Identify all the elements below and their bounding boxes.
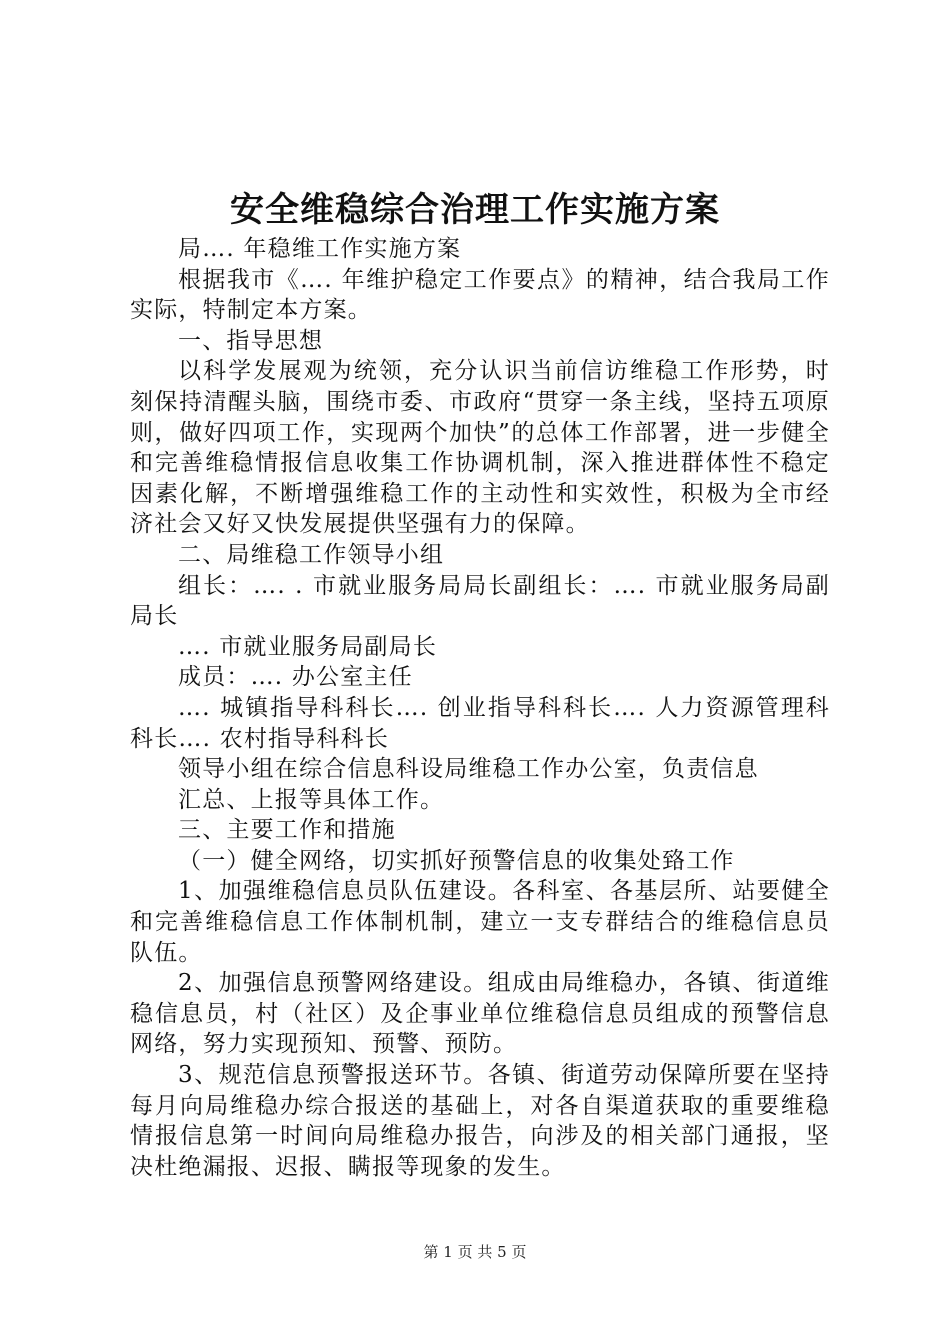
paragraph-office-setup: 领导小组在综合信息科设局维稳工作办公室，负责信息 <box>178 756 759 783</box>
paragraph-item-3: 3、规范信息预警报送环节。各镇、街道劳动保障所要在坚持每月向局维稳办综合报送的基础上，对各自渠道获取的重要维稳情报信息第一时间向局维稳办报告，向涉及的相关部门通报，坚决杜绝漏报、迟报、瞒报等现象的发生。 <box>130 1062 830 1180</box>
paragraph-members: 成员：…. 办公室主任 <box>178 664 413 691</box>
paragraph-member-list: …. 城镇指导科科长…. 创业指导科科长…. 人力资源管理科科长…. 农村指导科科长 <box>130 694 830 752</box>
paragraph-intro: 根据我市《…. 年维护稳定工作要点》的精神，结合我局工作实际，特制定本方案。 <box>130 266 830 324</box>
section-heading-main-work: 三、主要工作和措施 <box>178 817 396 844</box>
paragraph-item-2: 2、加强信息预警网络建设。组成由局维稳办，各镇、街道维稳信息员，村（社区）及企事业单位维稳信息员组成的预警信息网络，努力实现预知、预警、预防。 <box>130 970 830 1058</box>
section-heading-leadership-group: 二、局维稳工作领导小组 <box>178 541 445 568</box>
paragraph-item-1: 1、加强维稳信息员队伍建设。各科室、各基层所、站要健全和完善维稳信息工作体制机制，建立一支专群结合的维稳信息员队伍。 <box>130 878 830 966</box>
section-heading-guiding-thought: 一、指导思想 <box>178 327 324 354</box>
document-title: 安全维稳综合治理工作实施方案 <box>230 190 720 230</box>
paragraph-guiding-thought: 以科学发展观为统领，充分认识当前信访维稳工作形势，时刻保持清醒头脑，围绕市委、市政府“贯穿一条主线，坚持五项原则，做好四项工作，实现两个加快”的总体工作部署，进一步健全和完善维稳情报信息收集工作协调机制，深入推进群体性不稳定因素化解，不断增强维稳工作的主动性和实效性，积极为全市经济社会又好又快发展提供坚强有力的保障。 <box>130 358 830 538</box>
page-footer: 第 1 页 共 5 页 <box>423 1243 527 1261</box>
document-body <box>130 234 830 1182</box>
paragraph-group-leader: 组长：…. . 市就业服务局局长副组长：…. 市就业服务局副局长 <box>130 572 830 630</box>
subsection-heading-network: （一）健全网络，切实抓好预警信息的收集处臵工作 <box>178 847 735 874</box>
paragraph-plan-name: 局…. 年稳维工作实施方案 <box>178 236 462 262</box>
paragraph-deputy-leader: …. 市就业服务局副局长 <box>178 633 438 660</box>
paragraph-office-duties: 汇总、上报等具体工作。 <box>178 786 445 813</box>
